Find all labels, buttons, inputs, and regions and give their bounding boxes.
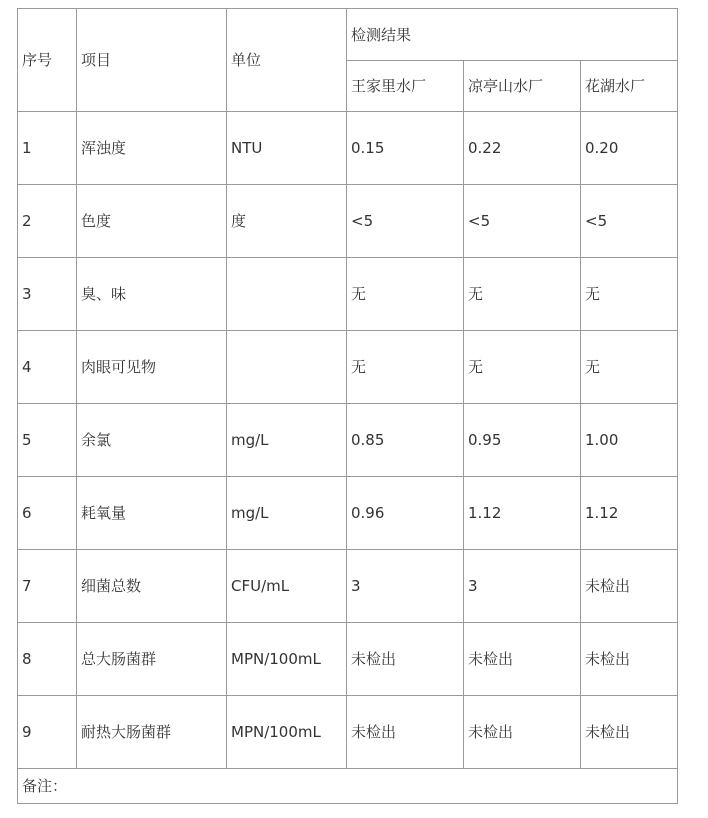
cell-item: 耐热大肠菌群	[77, 696, 227, 769]
cell-unit: MPN/100mL	[227, 623, 347, 696]
cell-seq: 2	[18, 185, 77, 258]
cell-unit: CFU/mL	[227, 550, 347, 623]
cell-value: 无	[581, 258, 678, 331]
cell-item: 肉眼可见物	[77, 331, 227, 404]
header-plant-liangtingshan: 凉亭山水厂	[464, 61, 581, 112]
cell-seq: 3	[18, 258, 77, 331]
cell-seq: 9	[18, 696, 77, 769]
table-row	[18, 404, 678, 477]
table-row	[18, 696, 678, 769]
cell-value: 无	[464, 258, 581, 331]
table-row	[18, 331, 678, 404]
cell-value: 无	[464, 331, 581, 404]
header-unit: 单位	[227, 9, 347, 112]
cell-value: 未检出	[581, 623, 678, 696]
table-row	[18, 550, 678, 623]
cell-value: 3	[347, 550, 464, 623]
table-row	[18, 477, 678, 550]
cell-item: 余氯	[77, 404, 227, 477]
cell-value: 1.00	[581, 404, 678, 477]
cell-value: <5	[464, 185, 581, 258]
cell-value: <5	[581, 185, 678, 258]
cell-item: 色度	[77, 185, 227, 258]
cell-value: 1.12	[464, 477, 581, 550]
cell-value: 3	[464, 550, 581, 623]
cell-seq: 4	[18, 331, 77, 404]
water-quality-table	[17, 8, 678, 804]
cell-unit: mg/L	[227, 477, 347, 550]
cell-unit: MPN/100mL	[227, 696, 347, 769]
table-row	[18, 623, 678, 696]
header-plant-wangjiali: 王家里水厂	[347, 61, 464, 112]
cell-seq: 1	[18, 112, 77, 185]
cell-seq: 7	[18, 550, 77, 623]
cell-item: 耗氧量	[77, 477, 227, 550]
cell-value: 未检出	[581, 696, 678, 769]
cell-unit	[227, 331, 347, 404]
note-row	[18, 769, 678, 804]
cell-value: 未检出	[347, 696, 464, 769]
header-row	[18, 9, 678, 61]
cell-value: 0.15	[347, 112, 464, 185]
cell-value: <5	[347, 185, 464, 258]
header-plant-huahu: 花湖水厂	[581, 61, 678, 112]
cell-value: 未检出	[581, 550, 678, 623]
cell-value: 未检出	[464, 696, 581, 769]
cell-unit: mg/L	[227, 404, 347, 477]
cell-value: 未检出	[464, 623, 581, 696]
table-row	[18, 185, 678, 258]
cell-value: 无	[581, 331, 678, 404]
header-seq: 序号	[18, 9, 77, 112]
cell-value: 无	[347, 331, 464, 404]
cell-item: 浑浊度	[77, 112, 227, 185]
cell-value: 0.85	[347, 404, 464, 477]
cell-value: 无	[347, 258, 464, 331]
cell-value: 0.96	[347, 477, 464, 550]
cell-value: 0.95	[464, 404, 581, 477]
header-item: 项目	[77, 9, 227, 112]
cell-unit: 度	[227, 185, 347, 258]
cell-value: 0.20	[581, 112, 678, 185]
note-label: 备注：	[18, 769, 678, 804]
cell-item: 臭、味	[77, 258, 227, 331]
table-row	[18, 112, 678, 185]
cell-value: 0.22	[464, 112, 581, 185]
cell-seq: 6	[18, 477, 77, 550]
cell-item: 总大肠菌群	[77, 623, 227, 696]
header-result-group: 检测结果	[347, 9, 678, 61]
table-row	[18, 258, 678, 331]
cell-seq: 8	[18, 623, 77, 696]
cell-item: 细菌总数	[77, 550, 227, 623]
cell-unit	[227, 258, 347, 331]
cell-value: 未检出	[347, 623, 464, 696]
cell-seq: 5	[18, 404, 77, 477]
cell-value: 1.12	[581, 477, 678, 550]
cell-unit: NTU	[227, 112, 347, 185]
